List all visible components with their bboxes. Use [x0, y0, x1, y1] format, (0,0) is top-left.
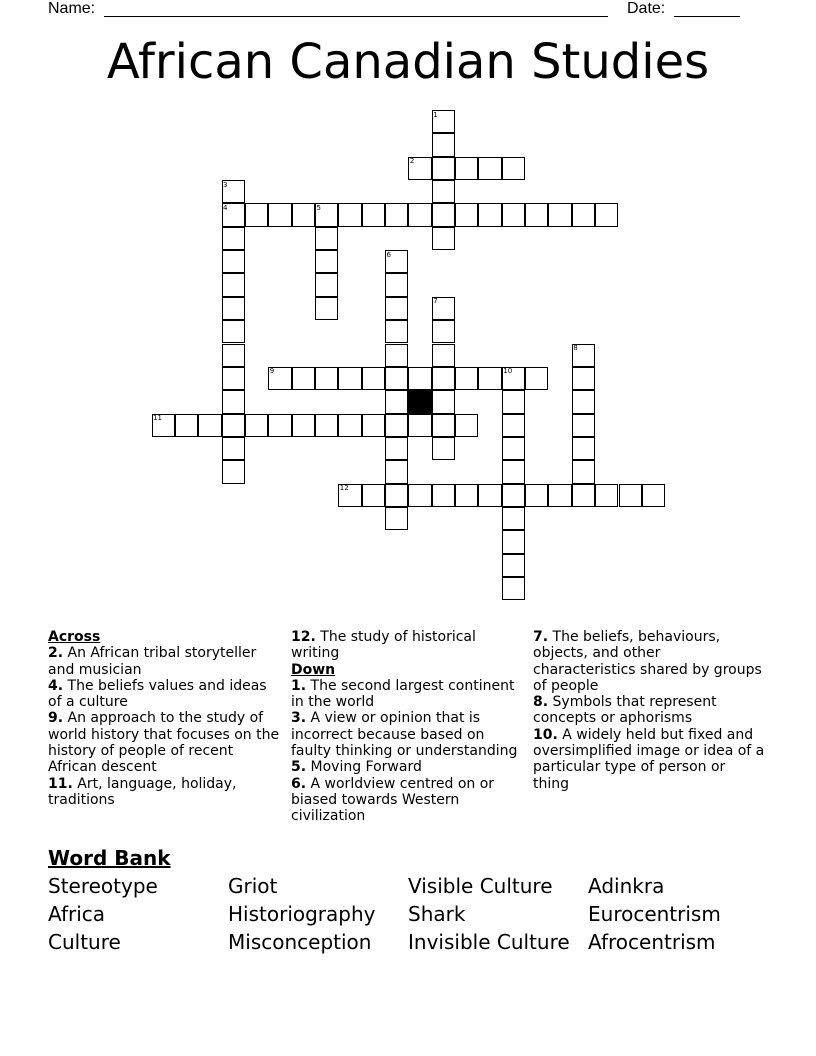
clues-column-3 — [533, 629, 765, 792]
grid-cell[interactable] — [292, 367, 315, 390]
grid-cell[interactable] — [572, 390, 595, 413]
grid-cell[interactable] — [222, 437, 245, 460]
word-bank-item: Adinkra — [588, 874, 665, 898]
grid-cell[interactable] — [455, 414, 478, 437]
grid-number: 9 — [269, 367, 275, 376]
grid-cell[interactable] — [432, 414, 455, 437]
grid-cell[interactable] — [642, 484, 665, 507]
grid-cell[interactable] — [338, 367, 361, 390]
grid-number: 8 — [573, 344, 578, 352]
grid-cell[interactable] — [408, 367, 431, 390]
grid-cell[interactable] — [432, 344, 455, 367]
word-bank-item: Invisible Culture — [408, 930, 570, 954]
grid-cell[interactable] — [245, 414, 268, 437]
grid-number: 12 — [339, 484, 349, 493]
grid-number: 7 — [433, 297, 438, 306]
word-bank-item: Griot — [228, 874, 278, 898]
grid-number: 3 — [223, 180, 228, 189]
grid-cell[interactable] — [338, 414, 361, 437]
grid-cell[interactable] — [222, 344, 245, 367]
grid-cell[interactable] — [268, 203, 291, 226]
grid-cell[interactable] — [572, 414, 595, 437]
word-bank-item: Stereotype — [48, 874, 158, 898]
grid-cell[interactable] — [502, 507, 525, 530]
grid-cell[interactable] — [548, 203, 571, 226]
grid-cell[interactable] — [502, 157, 525, 180]
grid-cell[interactable] — [385, 484, 408, 507]
grid-number: 5 — [316, 203, 321, 212]
down-clue: 3. A view or opinion that is incorrect because based on faulty thinking or understanding — [291, 710, 518, 760]
grid-cell[interactable] — [385, 320, 408, 343]
down-clue: 7. The beliefs, behaviours, objects, and other characteristics shared by groups of people — [533, 629, 762, 694]
grid-cell[interactable] — [432, 157, 455, 180]
grid-number: 11 — [153, 414, 162, 423]
across-clue: 12. The study of historical writing — [291, 629, 476, 662]
grid-cell[interactable] — [315, 297, 338, 320]
grid-cell[interactable] — [222, 273, 245, 296]
grid-cell[interactable] — [362, 203, 385, 226]
page-title: African Canadian Studies — [106, 34, 710, 90]
down-clue: 6. A worldview centred on or biased towards Western civilization — [291, 775, 495, 825]
grid-cell[interactable] — [595, 484, 618, 507]
grid-cell[interactable] — [175, 414, 198, 437]
grid-cell[interactable] — [362, 484, 385, 507]
grid-cell[interactable] — [222, 297, 245, 320]
grid-cell[interactable] — [315, 250, 338, 273]
grid-cell[interactable] — [502, 390, 525, 413]
grid-cell[interactable] — [222, 367, 245, 390]
name-label: Name: — [48, 0, 96, 17]
grid-cell[interactable] — [502, 530, 525, 553]
grid-number: 2 — [409, 157, 415, 166]
grid-cell[interactable] — [385, 437, 408, 460]
grid-cell[interactable] — [432, 320, 455, 343]
grid-cell[interactable] — [455, 367, 478, 390]
grid-cell[interactable] — [572, 484, 595, 507]
grid-cell[interactable] — [548, 484, 571, 507]
grid-cell[interactable] — [222, 250, 245, 273]
grid-cell[interactable] — [222, 320, 245, 343]
grid-cell[interactable] — [385, 460, 408, 483]
word-bank-item: Misconception — [228, 930, 372, 954]
grid-cell[interactable] — [315, 414, 338, 437]
grid-cell[interactable] — [222, 390, 245, 413]
grid-cell[interactable] — [478, 367, 501, 390]
grid-cell[interactable] — [362, 367, 385, 390]
word-bank-item: Afrocentrism — [588, 930, 716, 954]
grid-cell[interactable] — [385, 297, 408, 320]
grid-number: 10 — [503, 367, 513, 376]
grid-cell[interactable] — [572, 460, 595, 483]
grid-cell[interactable] — [408, 203, 431, 226]
grid-cell[interactable] — [572, 203, 595, 226]
down-clue: 8. Symbols that represent concepts or aphorisms — [533, 694, 717, 727]
grid-cell[interactable] — [525, 484, 548, 507]
grid-cell[interactable] — [502, 460, 525, 483]
grid-cell[interactable] — [385, 344, 408, 367]
grid-cell[interactable] — [619, 484, 642, 507]
grid-cell[interactable] — [572, 367, 595, 390]
grid-cell[interactable] — [385, 203, 408, 226]
grid-cell[interactable] — [408, 414, 431, 437]
grid-cell[interactable] — [385, 414, 408, 437]
word-bank-item: Shark — [408, 902, 466, 926]
grid-cell[interactable] — [222, 460, 245, 483]
across-heading: Across — [48, 629, 101, 645]
grid-cell[interactable] — [432, 133, 455, 156]
grid-cell[interactable] — [385, 273, 408, 296]
grid-cell[interactable] — [572, 437, 595, 460]
grid-cell[interactable] — [315, 227, 338, 250]
grid-cell[interactable] — [408, 484, 431, 507]
grid-number: 6 — [386, 250, 391, 259]
grid-cell[interactable] — [432, 367, 455, 390]
grid-cell[interactable] — [292, 203, 315, 226]
grid-cell[interactable] — [198, 414, 221, 437]
word-bank-item: Africa — [48, 902, 106, 926]
down-clue: 5. Moving Forward — [291, 759, 422, 776]
word-bank-item: Visible Culture — [408, 874, 553, 898]
grid-cell[interactable] — [525, 367, 548, 390]
grid-cell[interactable] — [292, 414, 315, 437]
grid-cell[interactable] — [432, 180, 455, 203]
grid-cell[interactable] — [432, 227, 455, 250]
grid-cell[interactable] — [315, 273, 338, 296]
grid-cell[interactable] — [432, 437, 455, 460]
grid-cell[interactable] — [478, 157, 501, 180]
grid-cell[interactable] — [432, 203, 455, 226]
grid-number: 4 — [223, 203, 228, 212]
word-bank-item: Historiography — [228, 902, 376, 926]
across-clue: 9. An approach to the study of world history that focuses on the history of people of recent African descent — [48, 710, 280, 776]
down-heading: Down — [291, 661, 336, 678]
grid-cell[interactable] — [338, 203, 361, 226]
grid-cell[interactable] — [502, 577, 525, 600]
clues-column-1 — [48, 629, 280, 808]
grid-cell[interactable] — [315, 367, 338, 390]
across-clue: 11. Art, language, holiday, traditions — [48, 775, 237, 808]
grid-cell[interactable] — [432, 390, 455, 413]
grid-cell[interactable] — [455, 484, 478, 507]
down-clue: 10. A widely held but fixed and oversimplified image or idea of a particular type of person or thing — [533, 726, 765, 792]
grid-cell[interactable] — [455, 157, 478, 180]
down-clue: 1. The second largest continent in the world — [291, 677, 515, 711]
grid-cell[interactable] — [362, 414, 385, 437]
grid-cell[interactable] — [502, 203, 525, 226]
grid-cell[interactable] — [502, 554, 525, 577]
grid-cell[interactable] — [432, 484, 455, 507]
grid-cell[interactable] — [502, 414, 525, 437]
word-bank-item: Culture — [48, 930, 121, 954]
grid-cell[interactable] — [245, 203, 268, 226]
grid-cell[interactable] — [595, 203, 618, 226]
across-clue: 2. An African tribal storyteller and musician — [48, 645, 257, 678]
word-bank-title: Word Bank — [48, 846, 171, 870]
grid-cell[interactable] — [455, 203, 478, 226]
word-bank-item: Eurocentrism — [588, 902, 721, 926]
grid-cell[interactable] — [385, 507, 408, 530]
grid-cell[interactable] — [268, 414, 291, 437]
grid-cell[interactable] — [502, 484, 525, 507]
grid-cell[interactable] — [478, 484, 501, 507]
clues-column-2 — [291, 629, 523, 825]
grid-cell[interactable] — [385, 390, 408, 413]
across-clue: 4. The beliefs values and ideas of a culture — [48, 677, 267, 711]
grid-cell[interactable] — [525, 203, 548, 226]
grid-cell[interactable] — [222, 227, 245, 250]
grid-number: 1 — [433, 110, 438, 119]
grid-cell[interactable] — [502, 437, 525, 460]
date-label: Date: — [627, 0, 666, 17]
grid-black-square — [408, 390, 431, 413]
grid-cell[interactable] — [385, 367, 408, 390]
grid-cell[interactable] — [222, 414, 245, 437]
grid-cell[interactable] — [478, 203, 501, 226]
